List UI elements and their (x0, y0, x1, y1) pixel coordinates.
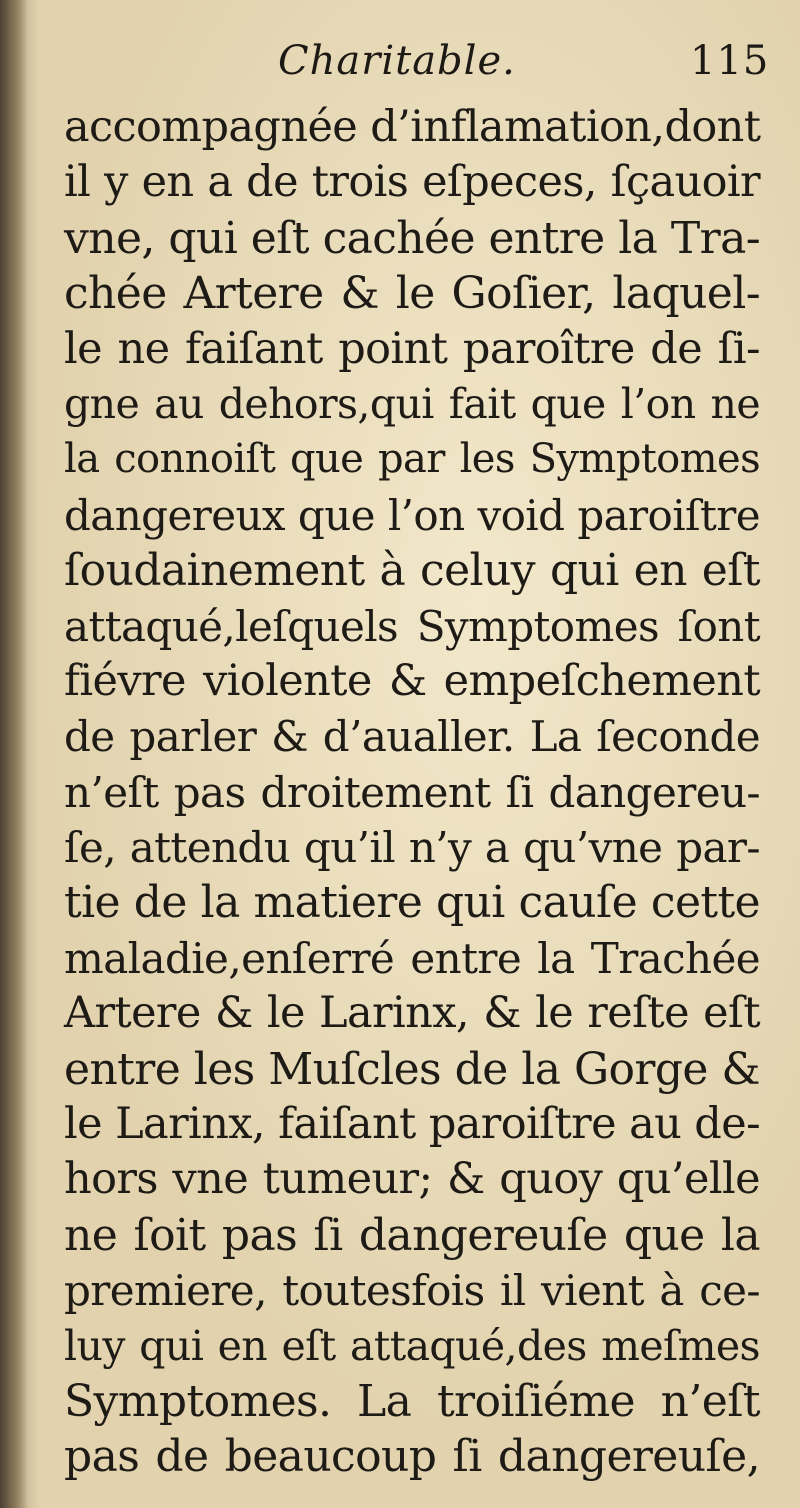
text-line: accompagnée d’inflamation,dont (64, 102, 761, 152)
text-line: gne au dehors,qui fait que l’on ne (64, 379, 760, 428)
text-line: hors vne tumeur; & quoy qu’elle (64, 1154, 760, 1205)
text-line: pas de beaucoup ſi dangereuſe, (64, 1431, 760, 1483)
text-line: Artere & le Larinx, & le reſte eſt (64, 988, 760, 1039)
text-line: ſoudainement à celuy qui en eſt (64, 545, 760, 597)
text-line: il y en a de trois eſpeces, ſçauoir (64, 157, 760, 208)
page-number: 115 (690, 38, 770, 84)
text-line: le Larinx, faiſant paroiſtre au de- (64, 1099, 760, 1150)
text-line: de parler & d’aualler. La ſeconde (64, 712, 760, 762)
text-line: le ne faiſant point paroître de ſi- (64, 323, 760, 374)
text-line: n’eſt pas droitement ſi dangereu- (64, 767, 760, 817)
text-line: maladie,enſerré entre la Trachée (64, 933, 760, 983)
text-line: vne, qui eſt cachée entre la Tra- (64, 212, 760, 264)
text-line: chée Artere & le Goſier, laquel- (64, 268, 760, 320)
text-line: la connoiſt que par les Symptomes (64, 436, 760, 483)
text-line: Symptomes. La troiſiéme n’eſt (64, 1375, 760, 1427)
text-line: premiere, toutesfois il vient à ce- (64, 1266, 760, 1316)
running-head-title: Charitable. (278, 38, 516, 84)
text-line: entre les Muſcles de la Gorge & (64, 1043, 760, 1095)
body-text (64, 100, 760, 1485)
text-line: dangereux que l’on void paroiſtre (64, 490, 760, 540)
binding-gutter (0, 0, 28, 1508)
text-line: tie de la matiere qui cauſe cette (64, 877, 760, 929)
text-line: ſe, attendu qu’il n’y a qu’vne par- (64, 823, 760, 873)
running-head (0, 38, 800, 98)
text-line: ne ſoit pas ſi dangereuſe que la (64, 1209, 760, 1261)
text-line: luy qui en eſt attaqué,des meſmes (64, 1321, 760, 1370)
text-line: fiévre violente & empeſchement (64, 655, 760, 706)
text-line: attaqué,leſquels Symptomes ſont (64, 601, 760, 651)
